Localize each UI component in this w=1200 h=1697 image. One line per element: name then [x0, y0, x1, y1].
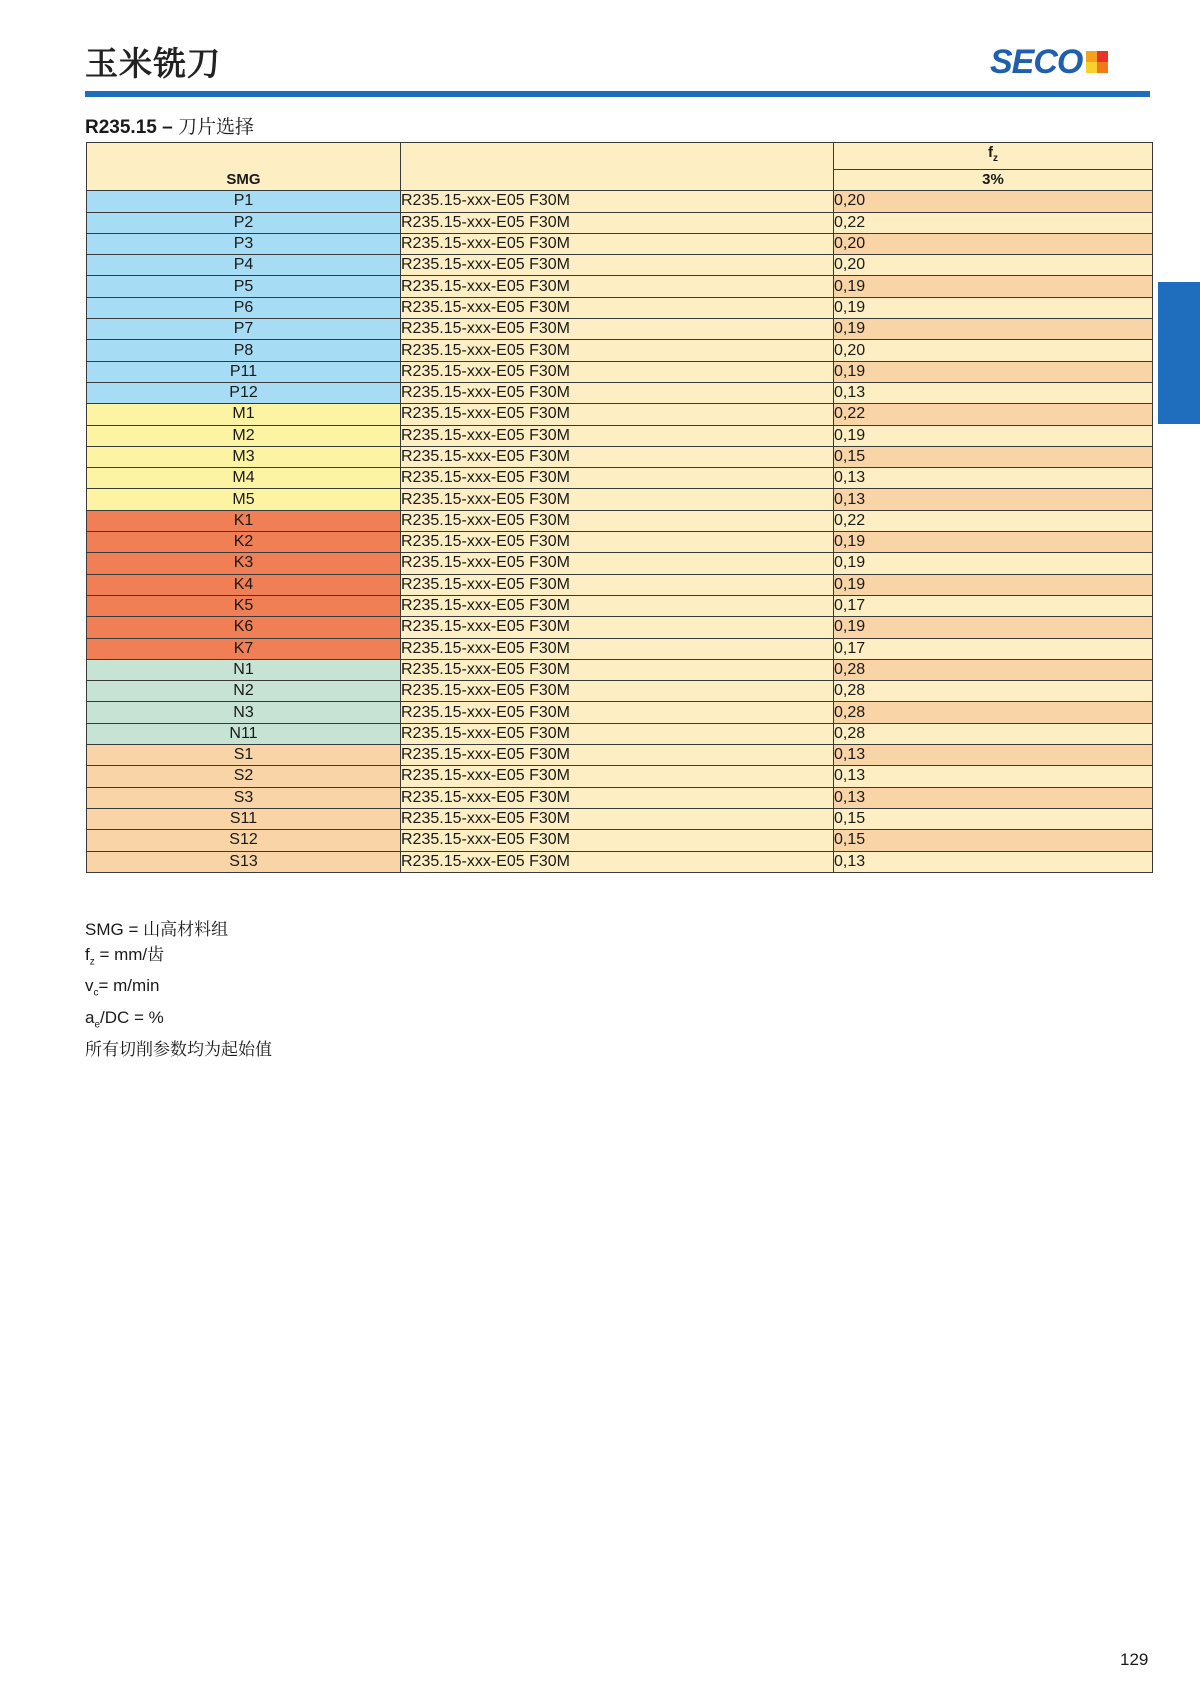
fz-value-cell: 0,28: [834, 681, 1153, 702]
insert-code-cell: R235.15-xxx-E05 F30M: [401, 191, 834, 212]
fz-value-cell: 0,13: [834, 787, 1153, 808]
header-rule: [85, 91, 1150, 97]
table-row: [87, 361, 1153, 382]
insert-code-cell: R235.15-xxx-E05 F30M: [401, 212, 834, 233]
table-row: [87, 681, 1153, 702]
table-row: [87, 255, 1153, 276]
table-row: [87, 425, 1153, 446]
table-row: [87, 595, 1153, 616]
table-row: [87, 489, 1153, 510]
fz-value-cell: 0,28: [834, 659, 1153, 680]
smg-cell: S13: [87, 851, 401, 872]
legend-vc: $v_c= m/\min$: [85, 976, 160, 999]
smg-cell: K7: [87, 638, 401, 659]
fz-value-cell: 0,22: [834, 404, 1153, 425]
page-title: 玉米铣刀: [85, 44, 221, 83]
insert-code-cell: R235.15-xxx-E05 F30M: [401, 553, 834, 574]
smg-cell: N2: [87, 681, 401, 702]
table-row: [87, 212, 1153, 233]
fz-label: f: [988, 144, 993, 161]
table-row: [87, 276, 1153, 297]
insert-code-cell: R235.15-xxx-E05 F30M: [401, 681, 834, 702]
fz-value-cell: 0,19: [834, 276, 1153, 297]
subtitle-code: R235.15 –: [85, 117, 173, 138]
smg-cell: S3: [87, 787, 401, 808]
table-row: [87, 510, 1153, 531]
fz-value-cell: 0,20: [834, 255, 1153, 276]
smg-cell: S1: [87, 745, 401, 766]
smg-cell: N11: [87, 723, 401, 744]
insert-selection-table: [86, 142, 1153, 873]
smg-cell: K3: [87, 553, 401, 574]
smg-cell: K2: [87, 532, 401, 553]
smg-cell: P5: [87, 276, 401, 297]
insert-code-cell: R235.15-xxx-E05 F30M: [401, 340, 834, 361]
insert-code-cell: R235.15-xxx-E05 F30M: [401, 297, 834, 318]
legend-smg: SMG = 山高材料组: [85, 920, 229, 939]
smg-cell: K5: [87, 595, 401, 616]
column-header-smg: SMG: [87, 143, 401, 191]
fz-value-cell: 0,20: [834, 233, 1153, 254]
fz-value-cell: 0,19: [834, 574, 1153, 595]
table-row: [87, 382, 1153, 403]
insert-code-cell: R235.15-xxx-E05 F30M: [401, 361, 834, 382]
table-row: [87, 745, 1153, 766]
fz-value-cell: 0,22: [834, 510, 1153, 531]
fz-value-cell: 0,20: [834, 340, 1153, 361]
logo-text: SECO: [990, 42, 1083, 81]
table-row: [87, 638, 1153, 659]
table-row: [87, 532, 1153, 553]
insert-code-cell: R235.15-xxx-E05 F30M: [401, 468, 834, 489]
table-row: [87, 468, 1153, 489]
legend-fz: $f_z = mm/$齿: [85, 944, 165, 967]
smg-cell: K1: [87, 510, 401, 531]
page-number: 129: [1120, 1650, 1149, 1669]
table-row: [87, 553, 1153, 574]
fz-value-cell: 0,19: [834, 361, 1153, 382]
smg-cell: P11: [87, 361, 401, 382]
fz-value-cell: 0,19: [834, 297, 1153, 318]
smg-cell: P3: [87, 233, 401, 254]
insert-code-cell: R235.15-xxx-E05 F30M: [401, 702, 834, 723]
fz-value-cell: 0,20: [834, 191, 1153, 212]
insert-code-cell: R235.15-xxx-E05 F30M: [401, 532, 834, 553]
insert-code-cell: R235.15-xxx-E05 F30M: [401, 574, 834, 595]
insert-code-cell: R235.15-xxx-E05 F30M: [401, 830, 834, 851]
smg-cell: M3: [87, 446, 401, 467]
fz-value-cell: 0,15: [834, 830, 1153, 851]
insert-code-cell: R235.15-xxx-E05 F30M: [401, 851, 834, 872]
fz-value-cell: 0,13: [834, 851, 1153, 872]
insert-code-cell: R235.15-xxx-E05 F30M: [401, 723, 834, 744]
smg-cell: P2: [87, 212, 401, 233]
fz-value-cell: 0,19: [834, 617, 1153, 638]
insert-code-cell: R235.15-xxx-E05 F30M: [401, 638, 834, 659]
insert-code-cell: R235.15-xxx-E05 F30M: [401, 233, 834, 254]
legend: [85, 918, 272, 1063]
insert-code-cell: R235.15-xxx-E05 F30M: [401, 446, 834, 467]
section-side-tab: [1158, 282, 1200, 424]
smg-cell: M1: [87, 404, 401, 425]
insert-code-cell: R235.15-xxx-E05 F30M: [401, 382, 834, 403]
insert-code-cell: R235.15-xxx-E05 F30M: [401, 276, 834, 297]
insert-code-cell: R235.15-xxx-E05 F30M: [401, 425, 834, 446]
legend-note: 所有切削参数均为起始值: [85, 1040, 272, 1060]
fz-value-cell: 0,15: [834, 446, 1153, 467]
table-row: [87, 617, 1153, 638]
table-row: [87, 659, 1153, 680]
fz-value-cell: 0,17: [834, 595, 1153, 616]
table-row: [87, 702, 1153, 723]
fz-value-cell: 0,13: [834, 468, 1153, 489]
table-row: [87, 233, 1153, 254]
table-row: [87, 404, 1153, 425]
column-header-code: [401, 143, 834, 191]
smg-cell: M2: [87, 425, 401, 446]
smg-cell: M5: [87, 489, 401, 510]
table-row: [87, 766, 1153, 787]
fz-value-cell: 0,28: [834, 723, 1153, 744]
table-row: [87, 787, 1153, 808]
fz-value-cell: 0,19: [834, 319, 1153, 340]
table-row: [87, 574, 1153, 595]
insert-code-cell: R235.15-xxx-E05 F30M: [401, 510, 834, 531]
smg-cell: N3: [87, 702, 401, 723]
insert-code-cell: R235.15-xxx-E05 F30M: [401, 808, 834, 829]
fz-subscript: z: [993, 153, 998, 164]
insert-code-cell: R235.15-xxx-E05 F30M: [401, 255, 834, 276]
smg-cell: S12: [87, 830, 401, 851]
smg-cell: S2: [87, 766, 401, 787]
table-row: [87, 723, 1153, 744]
table-row: [87, 319, 1153, 340]
seco-logo: [990, 42, 1108, 82]
column-header-ae-percent: 3%: [834, 170, 1153, 191]
smg-cell: P8: [87, 340, 401, 361]
smg-cell: P6: [87, 297, 401, 318]
table-row: [87, 808, 1153, 829]
smg-cell: N1: [87, 659, 401, 680]
fz-value-cell: 0,13: [834, 766, 1153, 787]
column-header-fz: [834, 143, 1153, 170]
fz-value-cell: 0,22: [834, 212, 1153, 233]
legend-ae: $a_e/DC$ = %: [85, 1008, 164, 1031]
insert-code-cell: R235.15-xxx-E05 F30M: [401, 766, 834, 787]
section-subtitle: [85, 112, 254, 139]
fz-value-cell: 0,28: [834, 702, 1153, 723]
fz-value-cell: 0,19: [834, 532, 1153, 553]
insert-code-cell: R235.15-xxx-E05 F30M: [401, 404, 834, 425]
table-row: [87, 851, 1153, 872]
insert-code-cell: R235.15-xxx-E05 F30M: [401, 595, 834, 616]
smg-cell: P1: [87, 191, 401, 212]
smg-cell: P12: [87, 382, 401, 403]
subtitle-text: 刀片选择: [172, 117, 254, 138]
table-row: [87, 297, 1153, 318]
insert-code-cell: R235.15-xxx-E05 F30M: [401, 617, 834, 638]
table-row: [87, 191, 1153, 212]
smg-cell: M4: [87, 468, 401, 489]
smg-cell: S11: [87, 808, 401, 829]
insert-code-cell: R235.15-xxx-E05 F30M: [401, 659, 834, 680]
fz-value-cell: 0,13: [834, 745, 1153, 766]
smg-cell: K4: [87, 574, 401, 595]
logo-mark-icon: [1086, 51, 1108, 73]
fz-value-cell: 0,15: [834, 808, 1153, 829]
insert-code-cell: R235.15-xxx-E05 F30M: [401, 745, 834, 766]
smg-cell: P4: [87, 255, 401, 276]
insert-code-cell: R235.15-xxx-E05 F30M: [401, 787, 834, 808]
smg-cell: P7: [87, 319, 401, 340]
fz-value-cell: 0,19: [834, 553, 1153, 574]
table-row: [87, 340, 1153, 361]
table-row: [87, 446, 1153, 467]
table-body: [87, 191, 1153, 873]
insert-code-cell: R235.15-xxx-E05 F30M: [401, 319, 834, 340]
table-row: [87, 830, 1153, 851]
fz-value-cell: 0,13: [834, 489, 1153, 510]
fz-value-cell: 0,13: [834, 382, 1153, 403]
fz-value-cell: 0,17: [834, 638, 1153, 659]
fz-value-cell: 0,19: [834, 425, 1153, 446]
insert-code-cell: R235.15-xxx-E05 F30M: [401, 489, 834, 510]
smg-cell: K6: [87, 617, 401, 638]
